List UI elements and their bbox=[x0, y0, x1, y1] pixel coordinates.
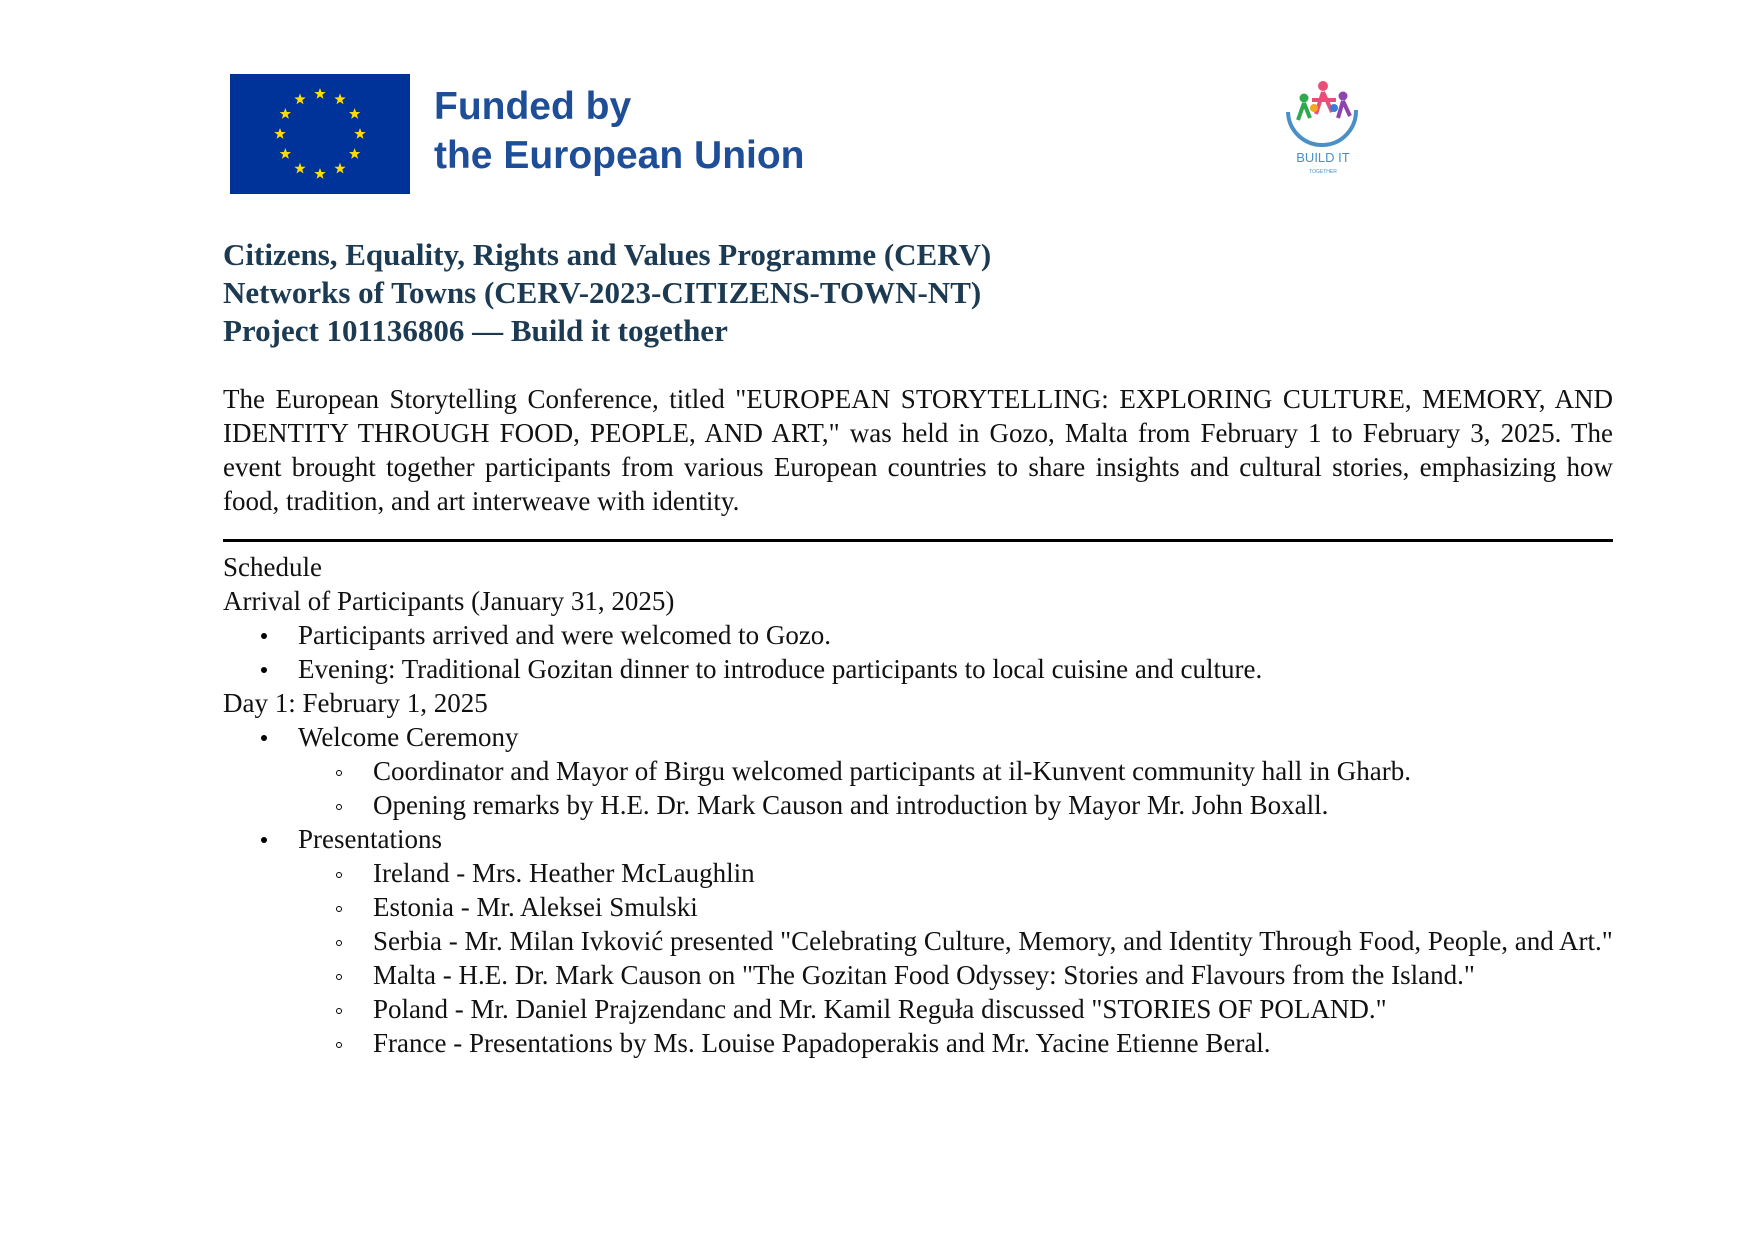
eu-text-line2: the European Union bbox=[434, 134, 805, 177]
eu-flag-icon bbox=[230, 74, 410, 194]
horizontal-rule bbox=[223, 539, 1613, 542]
programme-headings bbox=[223, 236, 1613, 350]
list-item: Participants arrived and were welcomed to Gozo. bbox=[223, 618, 1613, 652]
list-subitem: Coordinator and Mayor of Birgu welcomed participants at il-Kunvent community hall in Gharb. bbox=[223, 754, 1613, 788]
eu-star-icon bbox=[280, 148, 291, 159]
eu-star-icon bbox=[294, 93, 305, 104]
partner-logo-subtext: TOGETHER bbox=[1309, 169, 1337, 175]
partner-logo-text: BUILD IT bbox=[1296, 150, 1350, 165]
eu-star-icon bbox=[349, 108, 360, 119]
eu-stars-icon bbox=[230, 74, 410, 194]
programme-title: Citizens, Equality, Rights and Values Programme (CERV) bbox=[223, 237, 992, 272]
intro-paragraph: The European Storytelling Conference, titled "EUROPEAN STORYTELLING: EXPLORING CULTURE, MEMORY, AND IDENTITY THROUGH FOOD, PEOPLE, AND ART," was held in Gozo, Malta from February 1 to February 3, 2025. The event brought together participants from various European countries to share insights and cultural stories, emphasizing how food, tradition, and art interweave with identity. bbox=[223, 384, 1613, 516]
schedule-title: Schedule bbox=[223, 552, 322, 582]
welcome-ceremony-item: Welcome Ceremony bbox=[223, 720, 1613, 754]
list-subitem: Opening remarks by H.E. Dr. Mark Causon and introduction by Mayor Mr. John Boxall. bbox=[223, 788, 1613, 822]
list-subitem: France - Presentations by Ms. Louise Papadoperakis and Mr. Yacine Etienne Beral. bbox=[223, 1026, 1613, 1060]
eu-star-icon bbox=[280, 108, 291, 119]
eu-funding-text bbox=[434, 82, 805, 180]
list-subitem: Ireland - Mrs. Heather McLaughlin bbox=[223, 856, 1613, 890]
eu-star-icon bbox=[354, 128, 365, 139]
eu-star-icon bbox=[274, 128, 285, 139]
arrival-heading: Arrival of Participants (January 31, 2025) bbox=[223, 586, 675, 616]
list-item: Evening: Traditional Gozitan dinner to introduce participants to local cuisine and culture. bbox=[223, 652, 1613, 686]
list-subitem: Estonia - Mr. Aleksei Smulski bbox=[223, 890, 1613, 924]
schedule-section bbox=[223, 550, 1613, 1060]
build-it-together-logo bbox=[1280, 70, 1366, 178]
presentations-item: Presentations bbox=[223, 822, 1613, 856]
eu-star-icon bbox=[349, 148, 360, 159]
list-subitem: Malta - H.E. Dr. Mark Causon on "The Gozitan Food Odyssey: Stories and Flavours from the Island." bbox=[223, 958, 1613, 992]
list-subitem: Serbia - Mr. Milan Ivković presented "Celebrating Culture, Memory, and Identity Through Food, People, and Art." bbox=[223, 924, 1613, 958]
project-title: Project 101136806 — Build it together bbox=[223, 313, 728, 348]
eu-star-icon bbox=[314, 88, 325, 99]
day1-heading: Day 1: February 1, 2025 bbox=[223, 688, 488, 718]
eu-text-line1: Funded by bbox=[434, 85, 632, 128]
eu-star-icon bbox=[334, 163, 345, 174]
eu-star-icon bbox=[314, 168, 325, 179]
eu-star-icon bbox=[334, 93, 345, 104]
eu-funding-logo bbox=[222, 64, 870, 202]
network-title: Networks of Towns (CERV-2023-CITIZENS-TOWN-NT) bbox=[223, 275, 982, 310]
list-subitem: Poland - Mr. Daniel Prajzendanc and Mr. Kamil Reguła discussed "STORIES OF POLAND." bbox=[223, 992, 1613, 1026]
eu-star-icon bbox=[294, 163, 305, 174]
